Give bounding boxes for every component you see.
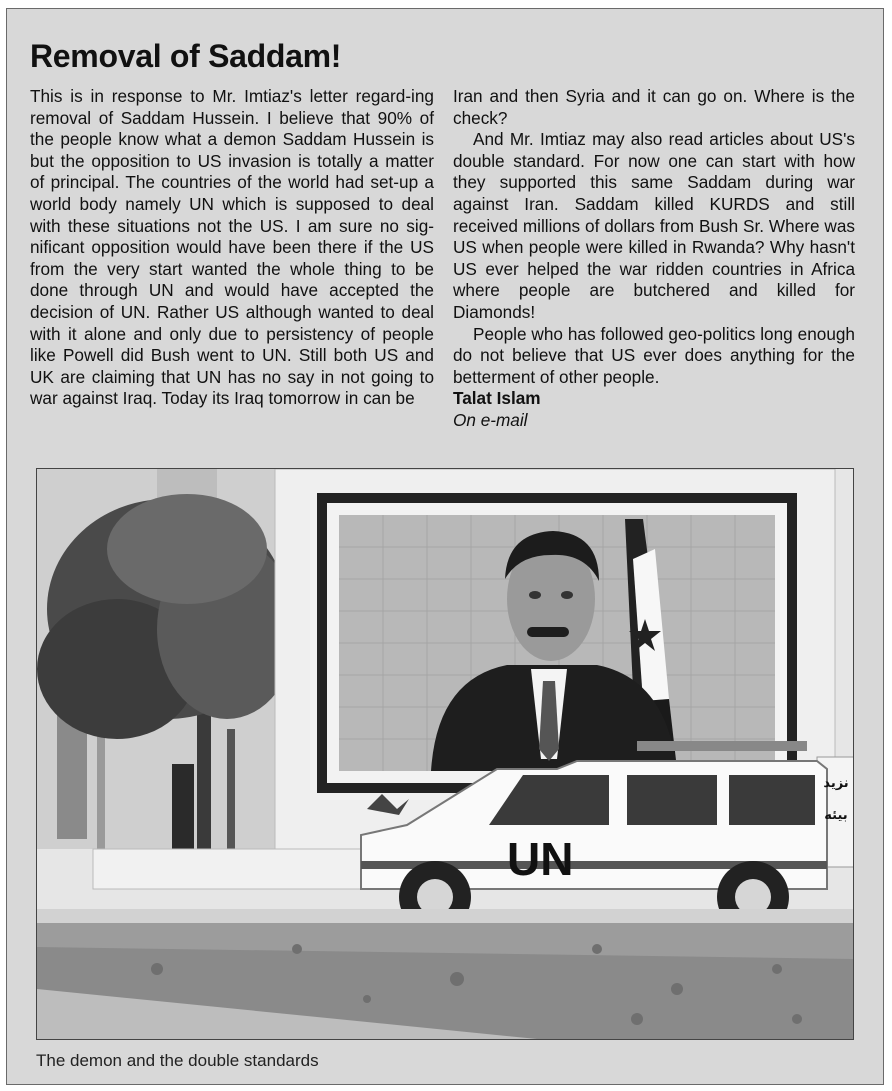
photo-caption: The demon and the double standards (36, 1051, 319, 1070)
person-silhouette (172, 764, 194, 849)
right-column (453, 86, 855, 432)
arabic-sign-text-2: بيئه (824, 808, 848, 823)
letter-body-paragraph-2: And Mr. Imtiaz may also read articles about US's double standard. For now one can start with how they supported this same Saddam during war against Iran. Saddam killed KURDS and still received millions of dollars from Bush Sr. Where was US when people were killed in Rwanda? Why hasn't US ever helped the war ridden countries in Africa where people are butchered and killed for Diamonds! (453, 129, 855, 322)
letter-body-continuation: Iran and then Syria and it can go on. Where is the check? (453, 86, 855, 128)
letter-body-paragraph-1: This is in response to Mr. Imtiaz's letter regard-ing removal of Saddam Hussein. I believe that 90% of the people know what a demon Saddam Hussein is but the opposition to US invasion is totally a matter of principal. The countries of the world had set-up a world body namely UN which is supposed to deal with these situations not the US. I am sure no sig-nificant opposition would have been there if the US from the very start wanted the whole thing to be done through UN and would have accepted the decision of UN. Rather US although wanted to deal with it alone and only due to persistency of people like Powell did Bush went to UN. Still both US and UK are claiming that UN has no say in not going to war against Iraq. Today its Iraq tomorrow in can be (30, 86, 434, 409)
arabic-sign-text-1: نزيد (823, 776, 849, 791)
news-photo (36, 468, 854, 1040)
un-vehicle-text: UN (507, 833, 574, 885)
curb-platform (93, 849, 393, 889)
author-name: Talat Islam (453, 388, 541, 409)
letter-body-paragraph-3: People who has followed geo-politics long enough do not believe that US ever does anything for the betterment of other people. (453, 323, 855, 387)
author-source: On e-mail (453, 409, 528, 430)
left-column (30, 86, 434, 410)
letter-title: Removal of Saddam! (30, 38, 342, 74)
